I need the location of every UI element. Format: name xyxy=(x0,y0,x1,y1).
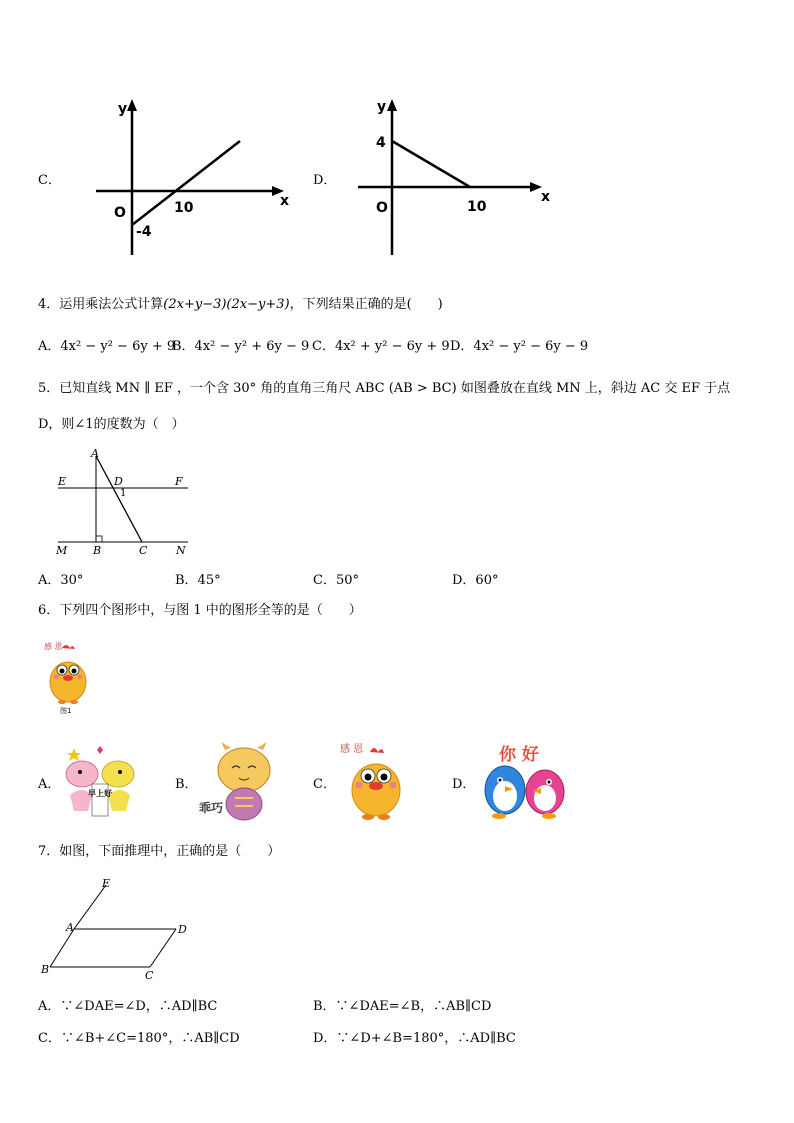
q4-expression: (2x+y−3)(2x−y+3) xyxy=(163,297,290,312)
q7-point-b: B xyxy=(41,963,50,976)
sticker-b-text: 乖巧 xyxy=(199,801,224,815)
q7-point-c: C xyxy=(145,969,154,982)
graph-d-x-label: x xyxy=(541,189,551,205)
graph-d-line xyxy=(392,141,470,187)
q6-figure1 xyxy=(40,640,92,716)
segment-cd xyxy=(150,929,176,967)
graph-c-y-label: y xyxy=(118,101,128,117)
graph-d-tick-y: 4 xyxy=(376,135,386,151)
q5-option-a: A．30° xyxy=(38,573,84,588)
option-d-label: D． xyxy=(313,173,337,188)
fig1-body xyxy=(50,662,86,702)
q7-figure xyxy=(38,875,223,985)
graph-c-tick-x: 10 xyxy=(174,200,194,216)
q6-option-c: C． xyxy=(313,777,336,792)
side-ac xyxy=(96,456,142,542)
point-d: D xyxy=(114,475,123,488)
graph-c-origin: O xyxy=(114,205,126,221)
q4-stem-a: 4．运用乘法公式计算 xyxy=(38,297,164,312)
ray-ae xyxy=(74,885,106,929)
q6-option-d: D． xyxy=(452,777,476,792)
option-c-label: C． xyxy=(38,173,61,188)
graph-d-tick-x: 10 xyxy=(467,199,487,215)
segment-ab xyxy=(50,929,74,967)
q4-option-c: C．4x² + y² − 6y + 9 xyxy=(312,339,450,354)
q6-sticker-c xyxy=(340,740,412,824)
point-m: M xyxy=(56,544,68,557)
point-f: F xyxy=(175,475,183,488)
graph-c-x-label: x xyxy=(280,193,290,209)
graph-d-y-arrow xyxy=(387,99,397,111)
q6-option-a: A． xyxy=(38,777,61,792)
q7-point-e: E xyxy=(102,877,111,890)
fig1-text: 感 恩 xyxy=(44,642,63,651)
right-angle-mark xyxy=(96,536,102,542)
q5-figure xyxy=(50,448,200,560)
q7-point-d: D xyxy=(178,923,187,936)
graph-c-y-arrow xyxy=(127,99,137,111)
q7-point-a: A xyxy=(66,921,74,934)
angle-1: 1 xyxy=(120,488,127,499)
q5-stem-line2: D，则∠1的度数为（ ） xyxy=(38,417,185,432)
q7-option-d: D．∵∠D+∠B=180°，∴AD∥BC xyxy=(313,1031,516,1046)
fig1-caption: 图1 xyxy=(60,707,72,715)
q4-option-a: A．4x² − y² − 6y + 9 xyxy=(38,339,176,354)
q5-option-c: C．50° xyxy=(313,573,359,588)
q6-sticker-b xyxy=(195,740,290,825)
q7-option-b: B．∵∠DAE=∠B，∴AB∥CD xyxy=(313,999,492,1014)
q6-option-b: B． xyxy=(175,777,198,792)
q5-stem-line1: 5．已知直线 MN ∥ EF ，一个含 30° 角的直角三角尺 ABC (AB > BC) 如图叠放在直线 MN 上，斜边 AC 交 EF 于点 xyxy=(38,381,731,396)
sticker-c-text: 感 恩 xyxy=(340,744,364,755)
point-n: N xyxy=(176,544,186,557)
q4-option-b: B．4x² − y² + 6y − 9 xyxy=(172,339,310,354)
graph-d-y-label: y xyxy=(377,99,387,115)
q5-option-d: D．60° xyxy=(452,573,499,588)
graph-d-origin: O xyxy=(376,200,388,216)
point-e: E xyxy=(58,475,67,488)
point-a: A xyxy=(91,447,99,460)
fig1-comb xyxy=(62,645,75,649)
q4-option-d: D．4x² − y² − 6y − 9 xyxy=(450,339,589,354)
q4-stem-b: ，下列结果正确的是( ) xyxy=(289,297,443,312)
sticker-a-text: 早上好 xyxy=(88,789,112,798)
q7-option-c: C．∵∠B+∠C=180°，∴AB∥CD xyxy=(38,1031,240,1046)
sticker-d-text: 你 好 xyxy=(499,745,539,765)
q6-sticker-a xyxy=(60,740,140,820)
point-c: C xyxy=(139,544,148,557)
point-b: B xyxy=(93,544,102,557)
q4-stem xyxy=(38,296,443,314)
q7-stem: 7．如图，下面推理中，正确的是（ ） xyxy=(38,844,281,859)
graph-c-tick-y: -4 xyxy=(136,224,152,240)
q7-option-a: A．∵∠DAE=∠D，∴AD∥BC xyxy=(38,999,218,1014)
graph-d xyxy=(350,95,560,265)
q6-stem: 6．下列四个图形中，与图 1 中的图形全等的是（ ） xyxy=(38,603,362,618)
graph-c xyxy=(90,95,300,275)
q5-option-b: B．45° xyxy=(175,573,221,588)
q6-sticker-d xyxy=(475,740,575,822)
